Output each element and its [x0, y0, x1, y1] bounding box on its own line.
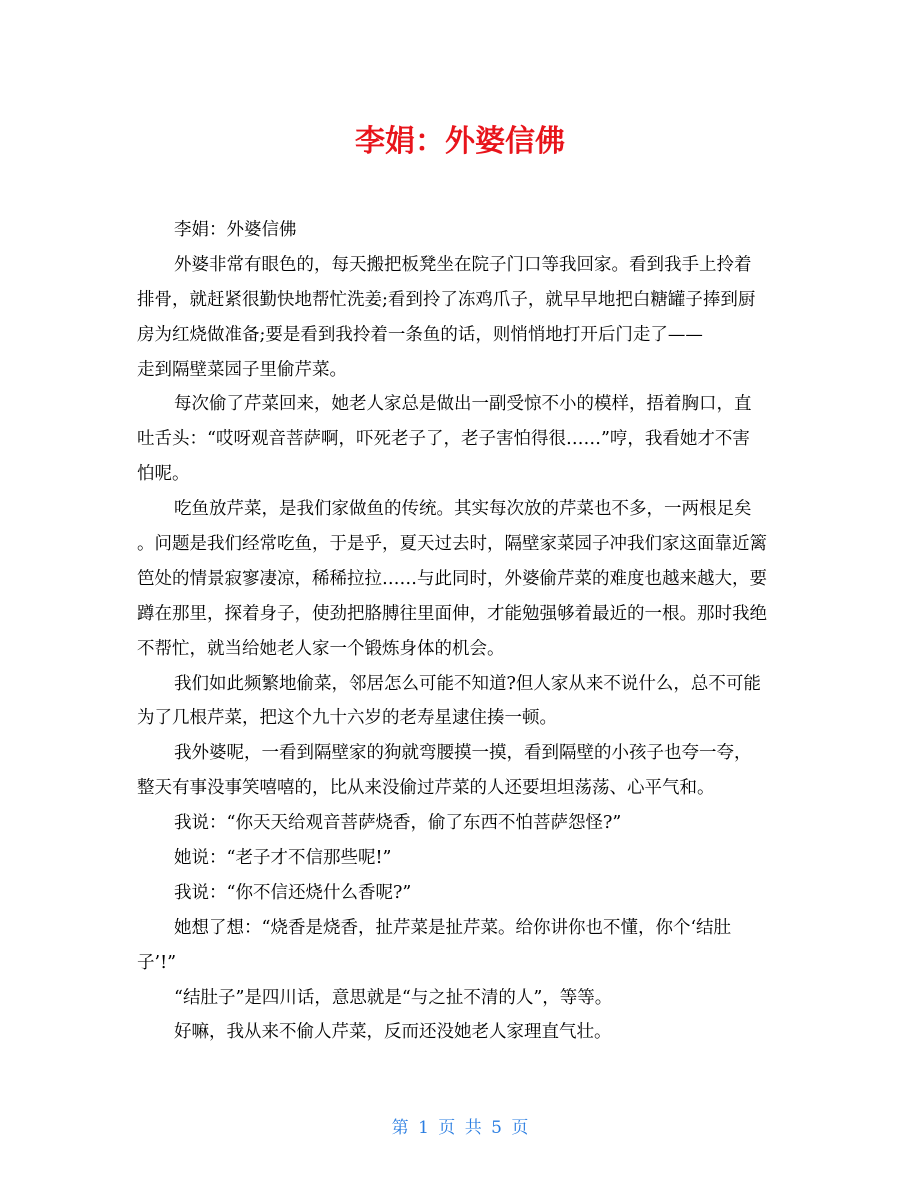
paragraph	[137, 736, 787, 806]
text-line: 我们如此频繁地偷菜，邻居怎么可能不知道?但人家从来不说什么，总不可能	[174, 673, 761, 694]
text-line: 我说：“你不信还烧什么香呢?”	[174, 882, 412, 903]
text-line: 吃鱼放芹菜，是我们家做鱼的传统。其实每次放的芹菜也不多，一两根足矣	[174, 499, 752, 520]
text-line: 怕呢。	[137, 464, 190, 485]
text-line: 李娟：外婆信佛	[174, 220, 297, 240]
paragraph	[137, 841, 787, 876]
text-line: 走到隔壁菜园子里偷芹菜。	[137, 359, 347, 380]
text-line: 笆处的情景寂寥凄凉，稀稀拉拉……与此同时，外婆偷芹菜的难度也越来越大，要	[137, 568, 767, 589]
document-body	[137, 213, 787, 1050]
document-title: 李娟：外婆信佛	[355, 124, 565, 159]
paragraph	[137, 667, 787, 737]
paragraph	[137, 911, 787, 981]
text-line: 排骨，就赶紧很勤快地帮忙洗姜;看到拎了冻鸡爪子，就早早地把白糖罐子捧到厨	[137, 289, 756, 310]
paragraph	[137, 492, 787, 666]
paragraph	[137, 387, 787, 492]
text-line: 我外婆呢，一看到隔壁家的狗就弯腰摸一摸，看到隔壁的小孩子也夸一夸，	[174, 743, 752, 764]
paragraph	[137, 1015, 787, 1050]
paragraph	[137, 876, 787, 911]
text-line: 为了几根芹菜，把这个九十六岁的老寿星逮住揍一顿。	[137, 708, 557, 729]
paragraph	[137, 981, 787, 1016]
text-line: 她想了想：“烧香是烧香，扯芹菜是扯芹菜。给你讲你也不懂，你个‘结肚	[174, 917, 732, 938]
text-line: 我说：“你天天给观音菩萨烧香，偷了东西不怕菩萨怨怪?”	[174, 813, 622, 834]
text-line: 吐舌头：“哎呀观音菩萨啊，吓死老子了，老子害怕得很……”哼，我看她才不害	[137, 429, 750, 450]
paragraph	[137, 806, 787, 841]
text-line: 蹲在那里，探着身子，使劲把胳膊往里面伸，才能勉强够着最近的一根。那时我绝	[137, 603, 767, 624]
text-line: 子’!”	[137, 952, 177, 973]
text-line: 每次偷了芹菜回来，她老人家总是做出一副受惊不小的模样，捂着胸口，直	[174, 394, 752, 415]
text-line: “结肚子”是四川话，意思就是“与之扯不清的人”，等等。	[174, 987, 613, 1008]
text-line: 整天有事没事笑嘻嘻的，比从来没偷过芹菜的人还要坦坦荡荡、心平气和。	[137, 778, 715, 799]
paragraph	[137, 213, 787, 248]
text-line: 房为红烧做准备;要是看到我拎着一条鱼的话，则悄悄地打开后门走了——	[137, 324, 703, 345]
paragraph	[137, 248, 787, 388]
text-line: 不帮忙，就当给她老人家一个锻炼身体的机会。	[137, 638, 505, 659]
text-line: 她说：“老子才不信那些呢!”	[174, 848, 392, 869]
text-line: 外婆非常有眼色的，每天搬把板凳坐在院子门口等我回家。看到我手上拎着	[174, 254, 752, 275]
text-line: 好嘛，我从来不偷人芹菜，反而还没她老人家理直气壮。	[174, 1022, 612, 1043]
text-line: 。问题是我们经常吃鱼，于是乎，夏天过去时，隔壁家菜园子冲我们家这面靠近篱	[137, 534, 767, 555]
page-footer: 第 1 页 共 5 页	[391, 1118, 529, 1138]
